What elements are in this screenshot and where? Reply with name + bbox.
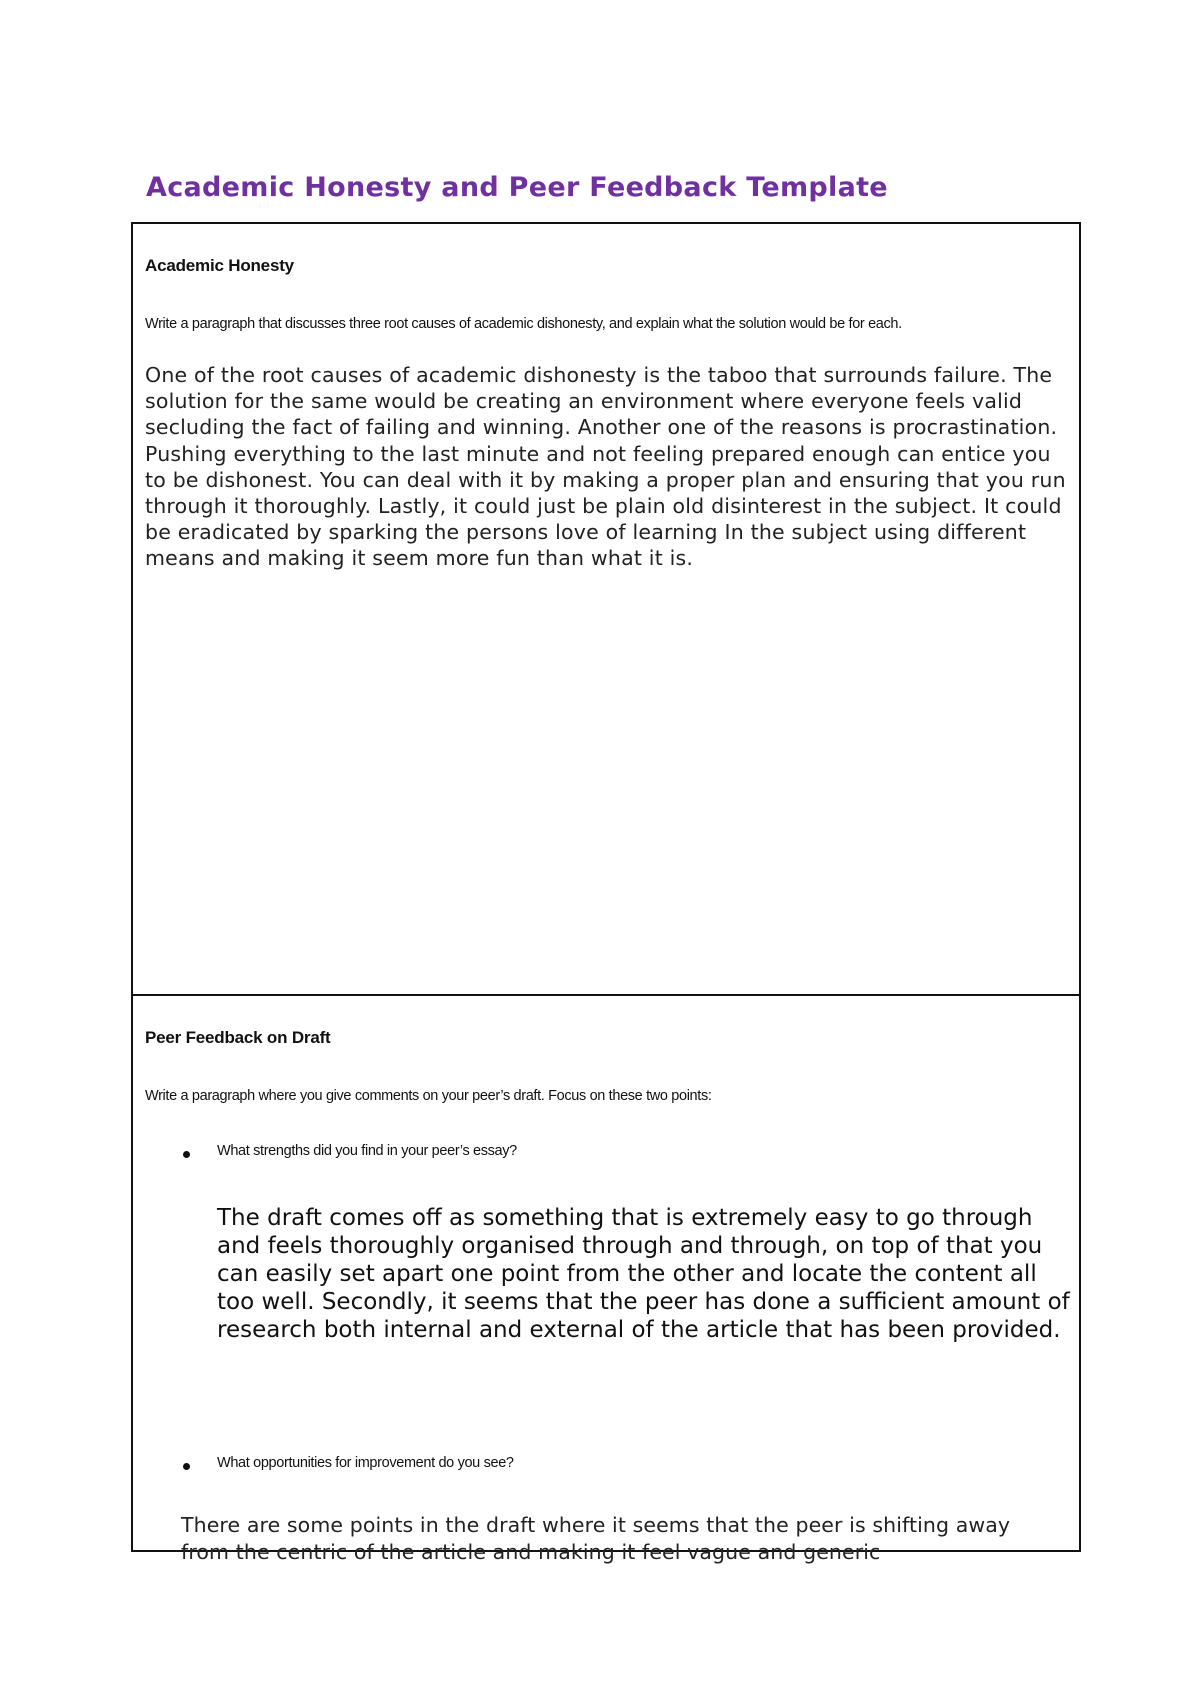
academic-honesty-section <box>133 224 1079 996</box>
peer-feedback-instruction: Write a paragraph where you give comments on your peer’s draft. Focus on these two points: <box>145 1088 712 1104</box>
academic-honesty-heading: Academic Honesty <box>145 256 294 275</box>
strengths-question: What strengths did you find in your peer’s essay? <box>217 1143 517 1159</box>
template-table <box>131 222 1081 1564</box>
strengths-answer[interactable]: The draft comes off as something that is extremely easy to go through and feels thoroughly organised through and through, on top of that you can easily set apart one point from the other and locate the content all too well. Secondly, it seems that the peer has done a sufficient amount of research both internal and external of the article that has been provided. <box>217 1205 1070 1343</box>
improvement-question: What opportunities for improvement do you see? <box>217 1455 514 1471</box>
bullet-strengths <box>183 1151 190 1158</box>
bullet-icon <box>183 1151 190 1158</box>
academic-honesty-answer[interactable]: One of the root causes of academic dishonesty is the taboo that surrounds failure. The solution for the same would be creating an environment where everyone feels valid secluding the fact of failing and winning. Another one of the reasons is procrastination. Pushing everything to the last minute and not feeling prepared enough can entice you to be dishonest. You can deal with it by making a proper plan and ensuring that you run through it thoroughly. Lastly, it could just be plain old disinterest in the subject. It could be eradicated by sparking the persons love of learning In the subject using different means and making it seem more fun than what it is. <box>145 363 1066 571</box>
page-title: Academic Honesty and Peer Feedback Template <box>146 172 888 203</box>
bullet-icon <box>183 1463 190 1470</box>
improvement-answer[interactable]: There are some points in the draft where it seems that the peer is shifting away from the centric of the article and making it feel vague and generic <box>181 1513 1011 1564</box>
academic-honesty-instruction: Write a paragraph that discusses three root causes of academic dishonesty, and explain what the solution would be for each. <box>145 316 902 332</box>
bullet-improvement <box>183 1463 190 1470</box>
peer-feedback-heading: Peer Feedback on Draft <box>145 1028 331 1047</box>
peer-feedback-section <box>133 996 1079 1564</box>
